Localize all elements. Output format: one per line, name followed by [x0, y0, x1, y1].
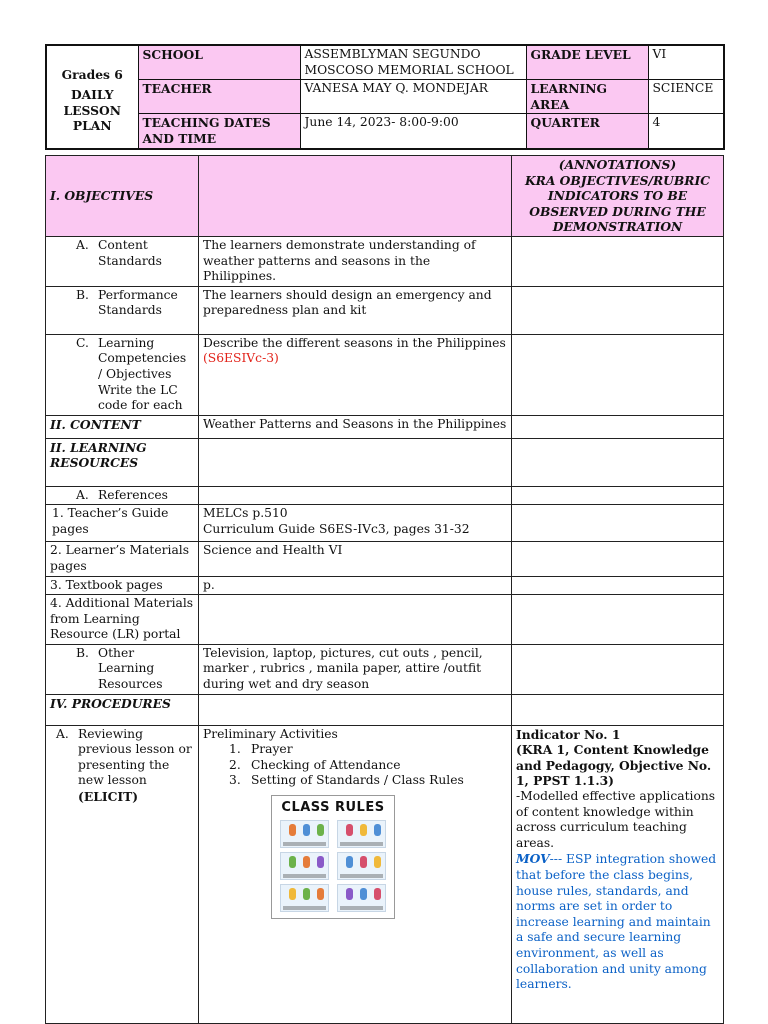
- preliminary-activities-list: [203, 742, 507, 789]
- preliminary-activities-cell: [199, 725, 512, 1023]
- reviewing-lesson-label: [46, 725, 199, 1023]
- learning-competencies-value: [199, 334, 512, 415]
- procedures-label: IV. PROCEDURES: [46, 694, 199, 725]
- content-annotation: [512, 415, 724, 438]
- list-item: 1. Prayer: [229, 742, 293, 757]
- list-item: 3. Setting of Standards / Class Rules: [229, 773, 464, 788]
- indicator-title: Indicator No. 1: [516, 726, 621, 742]
- learning-area-label: LEARNING AREA: [526, 80, 648, 114]
- content-label: II. CONTENT: [46, 415, 199, 438]
- other-resources-value: Television, laptop, pictures, cut outs , pencil, marker , rubrics , manila paper, attire /outfit during wet and dry season: [199, 644, 512, 694]
- indicator-annotation: [512, 725, 724, 1023]
- content-standards-text: Content Standards: [98, 237, 162, 268]
- additional-materials-value: [199, 595, 512, 645]
- reviewing-lesson-num: A.: [56, 726, 69, 741]
- teachers-guide-line-1: MELCs p.510: [203, 506, 288, 521]
- content-standards-num: A.: [76, 237, 89, 252]
- plan-lesson: LESSON: [63, 102, 121, 118]
- teachers-guide-annotation: [512, 505, 724, 542]
- learning-competencies-annotation: [512, 334, 724, 415]
- additional-materials-annotation: [512, 595, 724, 645]
- indicator-kra: (KRA 1, Content Knowledge and Pedagogy, Objective No. 1, PPST 1.1.3): [516, 742, 712, 789]
- teacher-label: TEACHER: [138, 80, 300, 114]
- teaching-dates-label: TEACHING DATES AND TIME: [138, 114, 300, 149]
- grade-level-value: VI: [648, 45, 724, 80]
- poster-rule-illustration: [280, 820, 329, 848]
- quarter-label: QUARTER: [526, 114, 648, 149]
- competency-code: (S6ESIVc-3): [203, 351, 279, 366]
- other-resources-num: B.: [76, 645, 89, 660]
- plan-grade: Grades 6: [61, 66, 123, 82]
- annotations-header: [512, 156, 724, 237]
- poster-grid: [280, 820, 386, 912]
- plan-daily: DAILY: [70, 87, 114, 103]
- content-standards-value: The learners demonstrate understanding of weather patterns and seasons in the Philippines.: [199, 236, 512, 286]
- indicator-description: -Modelled effective applications of content knowledge within across curriculum teaching areas.: [516, 789, 716, 850]
- mov-label: MOV: [516, 851, 550, 867]
- textbook-pages-value: p.: [199, 576, 512, 595]
- poster-rule-illustration: [337, 884, 386, 912]
- teachers-guide-label: 1. Teacher’s Guide pages: [46, 505, 199, 542]
- procedures-annotation: [512, 694, 724, 725]
- objectives-blank: [199, 156, 512, 237]
- other-resources-label: [46, 644, 199, 694]
- performance-standards-label: [46, 286, 199, 334]
- performance-standards-value: The learners should design an emergency and preparedness plan and kit: [199, 286, 512, 334]
- teacher-value: VANESA MAY Q. MONDEJAR: [300, 80, 526, 114]
- objectives-header: I. OBJECTIVES: [46, 156, 199, 237]
- annotations-subtitle: KRA OBJECTIVES/RUBRIC INDICATORS TO BE OBSERVED DURING THE DEMONSTRATION: [524, 172, 711, 235]
- reviewing-lesson-text: Reviewing previous lesson or presenting the new lesson: [78, 726, 192, 788]
- plan-title-cell: [46, 45, 138, 149]
- performance-standards-annotation: [512, 286, 724, 334]
- teachers-guide-line-2: Curriculum Guide S6ES-IVc3, pages 31-32: [203, 521, 470, 536]
- content-value: Weather Patterns and Seasons in the Philippines: [199, 415, 512, 438]
- teaching-dates-value: June 14, 2023- 8:00-9:00: [300, 114, 526, 149]
- annotations-title: (ANNOTATIONS): [558, 157, 677, 172]
- content-standards-label: [46, 236, 199, 286]
- reviewing-lesson-tag: (ELICIT): [78, 789, 139, 805]
- other-resources-text: Other Learning Resources: [98, 645, 163, 692]
- poster-rule-illustration: [280, 884, 329, 912]
- textbook-pages-label: 3. Textbook pages: [46, 576, 199, 595]
- teachers-guide-value: [199, 505, 512, 542]
- references-annotation: [512, 486, 724, 505]
- preliminary-activities-title: Preliminary Activities: [203, 726, 338, 741]
- references-blank: [199, 486, 512, 505]
- school-label: SCHOOL: [138, 45, 300, 80]
- header-table: [45, 44, 725, 150]
- performance-standards-num: B.: [76, 287, 89, 302]
- plan-plan: PLAN: [72, 118, 112, 134]
- textbook-pages-annotation: [512, 576, 724, 595]
- references-label: [46, 486, 199, 505]
- additional-materials-label: 4. Additional Materials from Learning Resource (LR) portal: [46, 595, 199, 645]
- list-item: 2. Checking of Attendance: [229, 757, 401, 772]
- quarter-value: 4: [648, 114, 724, 149]
- poster-rule-illustration: [337, 852, 386, 880]
- learners-materials-value: Science and Health VI: [199, 542, 512, 576]
- learning-resources-annotation: [512, 438, 724, 486]
- other-resources-annotation: [512, 644, 724, 694]
- references-num: A.: [76, 487, 89, 502]
- competency-text: Describe the different seasons in the Philippines: [203, 335, 506, 350]
- poster-rule-illustration: [280, 852, 329, 880]
- learners-materials-label: 2. Learner’s Materials pages: [46, 542, 199, 576]
- learning-area-value: SCIENCE: [648, 80, 724, 114]
- mov-text: --- ESP integration showed that before the class begins, house rules, standards, and norms are set in order to increase learning and maintain a safe and secure learning environment, as well as collaboration and unity among learners.: [516, 852, 717, 992]
- learning-competencies-num: C.: [76, 335, 89, 350]
- school-value: ASSEMBLYMAN SEGUNDO MOSCOSO MEMORIAL SCHOOL: [300, 45, 526, 80]
- learning-resources-label: II. LEARNING RESOURCES: [46, 438, 199, 486]
- performance-standards-text: Performance Standards: [98, 287, 178, 318]
- learning-competencies-text: Learning Competencies / Objectives Write the LC code for each: [98, 335, 187, 413]
- learning-resources-blank: [199, 438, 512, 486]
- poster-title: CLASS RULES: [281, 800, 385, 816]
- poster-rule-illustration: [337, 820, 386, 848]
- class-rules-poster: [271, 795, 395, 919]
- procedures-blank: [199, 694, 512, 725]
- indicator-mov: [516, 851, 719, 992]
- content-standards-annotation: [512, 236, 724, 286]
- learners-materials-annotation: [512, 542, 724, 576]
- grade-level-label: GRADE LEVEL: [526, 45, 648, 80]
- learning-competencies-label: [46, 334, 199, 415]
- references-text: References: [98, 487, 168, 502]
- lesson-table: [45, 155, 724, 1024]
